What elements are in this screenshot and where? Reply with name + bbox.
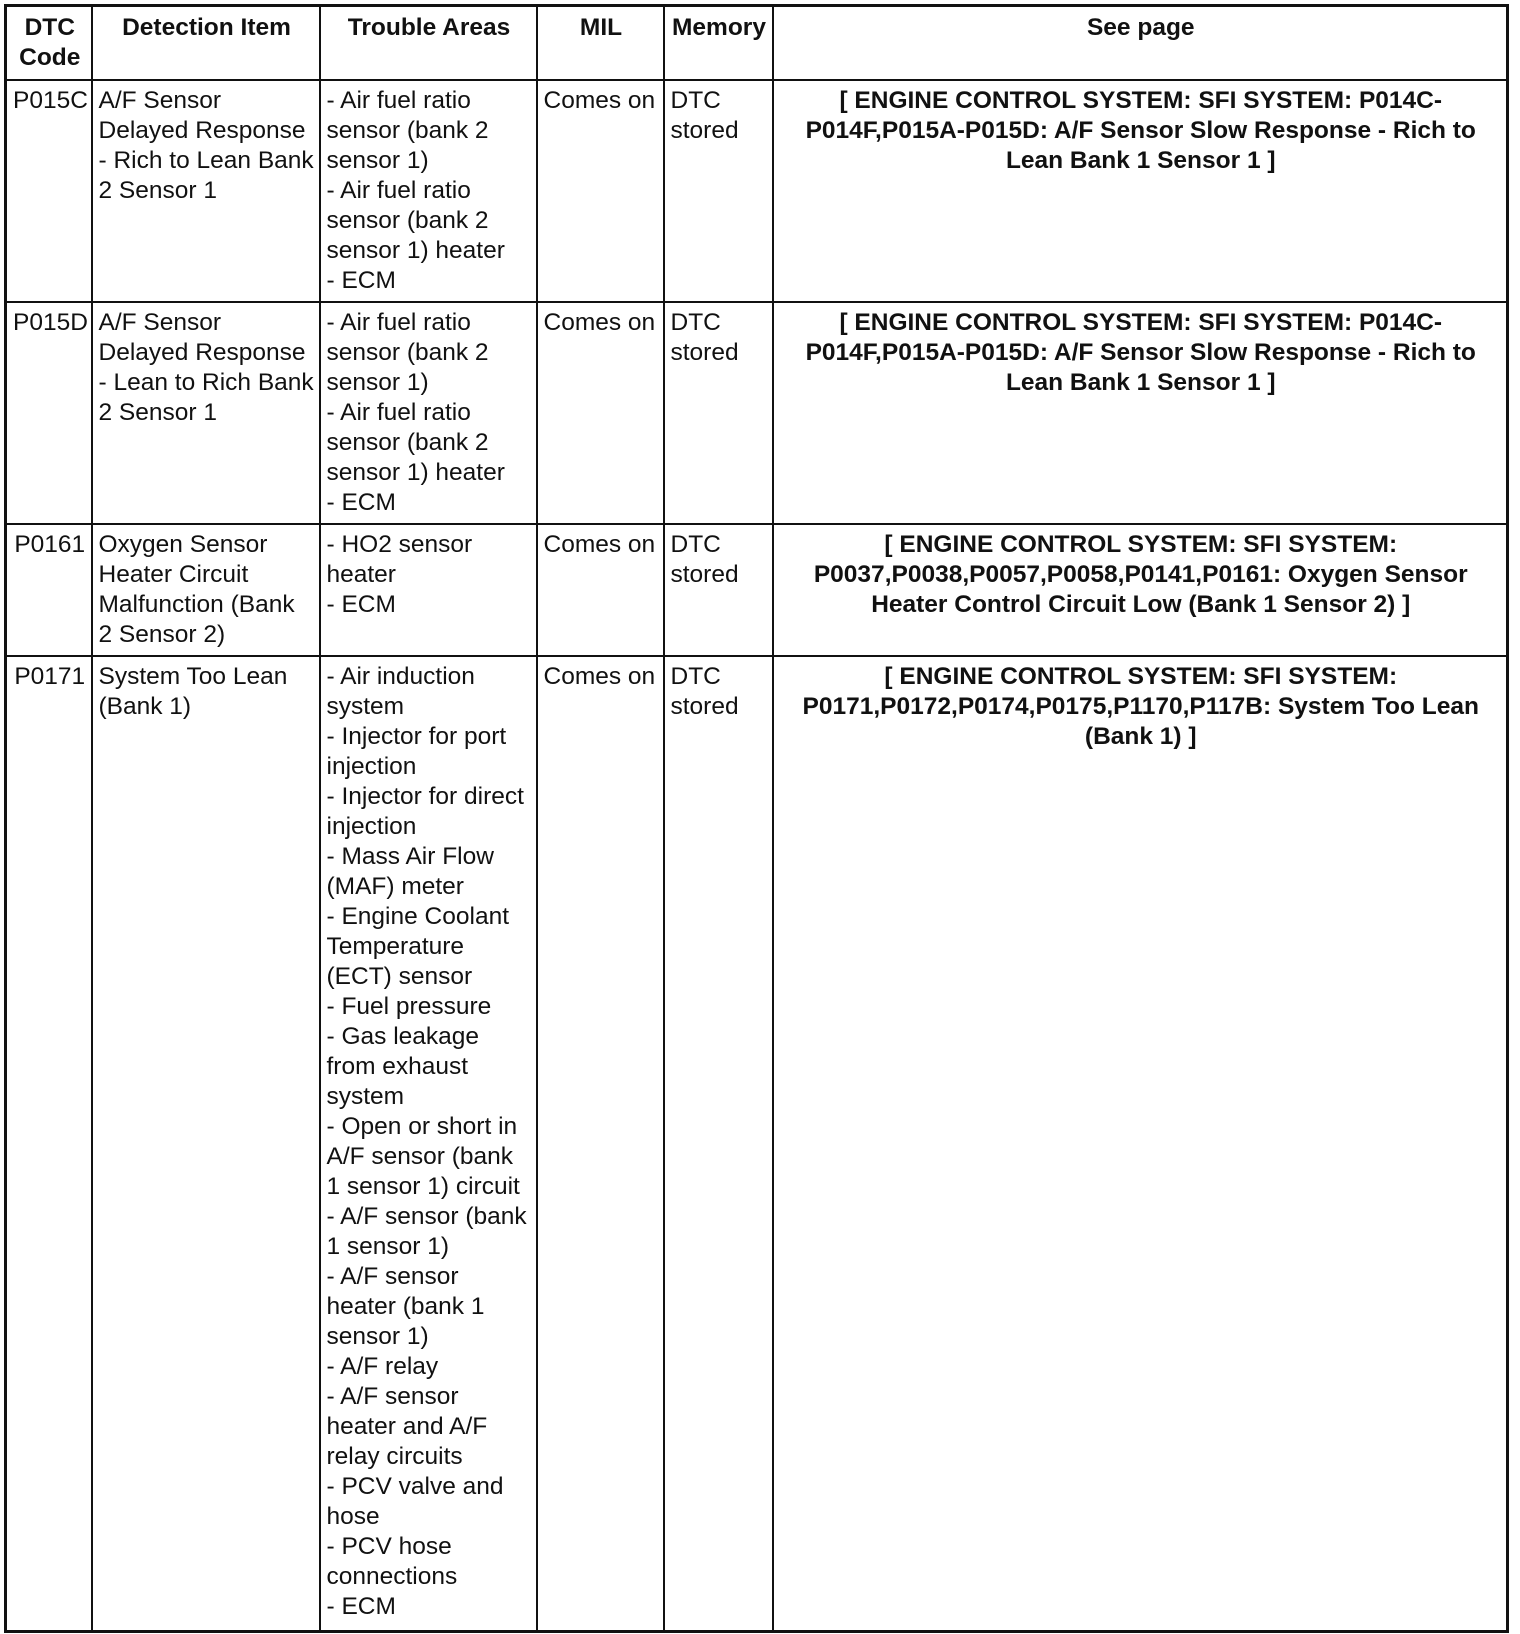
trouble-area-item: - Fuel pressure	[326, 993, 492, 1020]
mil-cell: Comes on	[537, 80, 664, 302]
trouble-area-item: - Air fuel ratio sensor (bank 2 sensor 1) heater	[326, 177, 505, 264]
trouble-area-item: - HO2 sensor heater	[326, 531, 473, 588]
trouble-area-item: - Air fuel ratio sensor (bank 2 sensor 1) heater	[326, 399, 505, 486]
mil-cell: Comes on	[537, 524, 664, 656]
trouble-area-item: - Mass Air Flow (MAF) meter	[326, 843, 494, 900]
memory-cell: DTC stored	[664, 524, 773, 656]
dtc-table	[4, 4, 1509, 1633]
trouble-areas-cell	[320, 302, 537, 524]
see-page-link[interactable]: [ ENGINE CONTROL SYSTEM: SFI SYSTEM: P0037,P0038,P0057,P0058,P0141,P0161: Oxygen Sensor Heater Control Circuit Low (Bank 1 Sensor 2) ]	[773, 524, 1508, 656]
trouble-area-item: - Open or short in A/F sensor (bank 1 sensor 1) circuit	[326, 1113, 520, 1200]
trouble-area-item: - ECM	[326, 267, 396, 294]
trouble-area-item: - Engine Coolant Temperature (ECT) sensor	[326, 903, 510, 990]
dtc-code-cell: P015C	[6, 80, 92, 302]
trouble-area-item: - A/F sensor heater and A/F relay circuits	[326, 1383, 488, 1470]
trouble-area-item: - ECM	[326, 591, 396, 618]
header-mil: MIL	[537, 6, 664, 81]
trouble-areas-cell	[320, 656, 537, 1631]
trouble-area-item: - Air induction system	[326, 663, 475, 720]
see-page-link[interactable]: [ ENGINE CONTROL SYSTEM: SFI SYSTEM: P014C-P014F,P015A-P015D: A/F Sensor Slow Response - Rich to Lean Bank 1 Sensor 1 ]	[773, 302, 1508, 524]
trouble-area-item: - Air fuel ratio sensor (bank 2 sensor 1)	[326, 87, 489, 174]
memory-cell: DTC stored	[664, 302, 773, 524]
see-page-link[interactable]: [ ENGINE CONTROL SYSTEM: SFI SYSTEM: P0171,P0172,P0174,P0175,P1170,P117B: System Too Lean (Bank 1) ]	[773, 656, 1508, 1631]
mil-cell: Comes on	[537, 302, 664, 524]
trouble-area-item: - ECM	[326, 1593, 396, 1620]
header-row	[6, 6, 1508, 81]
detection-item-cell: Oxygen Sensor Heater Circuit Malfunction (Bank 2 Sensor 2)	[92, 524, 320, 656]
dtc-code-cell: P015D	[6, 302, 92, 524]
trouble-area-item: - Air fuel ratio sensor (bank 2 sensor 1)	[326, 309, 489, 396]
header-memory: Memory	[664, 6, 773, 81]
trouble-area-item: - PCV hose connections	[326, 1533, 458, 1590]
mil-cell: Comes on	[537, 656, 664, 1631]
detection-item-cell: A/F Sensor Delayed Response - Rich to Lean Bank 2 Sensor 1	[92, 80, 320, 302]
detection-item-cell: System Too Lean (Bank 1)	[92, 656, 320, 1631]
trouble-area-item: - Injector for port injection	[326, 723, 507, 780]
detection-item-cell: A/F Sensor Delayed Response - Lean to Rich Bank 2 Sensor 1	[92, 302, 320, 524]
see-page-link[interactable]: [ ENGINE CONTROL SYSTEM: SFI SYSTEM: P014C-P014F,P015A-P015D: A/F Sensor Slow Response - Rich to Lean Bank 1 Sensor 1 ]	[773, 80, 1508, 302]
trouble-area-item: - A/F sensor (bank 1 sensor 1)	[326, 1203, 527, 1260]
trouble-area-item: - ECM	[326, 489, 396, 516]
memory-cell: DTC stored	[664, 80, 773, 302]
trouble-area-item: - Gas leakage from exhaust system	[326, 1023, 480, 1110]
table-row	[6, 302, 1508, 524]
table-row	[6, 80, 1508, 302]
trouble-area-item: - A/F relay	[326, 1353, 439, 1380]
dtc-code-cell: P0161	[6, 524, 92, 656]
trouble-area-item: - Injector for direct injection	[326, 783, 524, 840]
table-row	[6, 524, 1508, 656]
header-see-page: See page	[773, 6, 1508, 81]
table-row	[6, 656, 1508, 1631]
dtc-code-cell: P0171	[6, 656, 92, 1631]
trouble-area-item: - PCV valve and hose	[326, 1473, 504, 1530]
memory-cell: DTC stored	[664, 656, 773, 1631]
trouble-areas-cell	[320, 80, 537, 302]
trouble-area-item: - A/F sensor heater (bank 1 sensor 1)	[326, 1263, 485, 1350]
header-detection-item: Detection Item	[92, 6, 320, 81]
header-dtc-code: DTC Code	[6, 6, 92, 81]
header-trouble-areas: Trouble Areas	[320, 6, 537, 81]
trouble-areas-cell	[320, 524, 537, 656]
